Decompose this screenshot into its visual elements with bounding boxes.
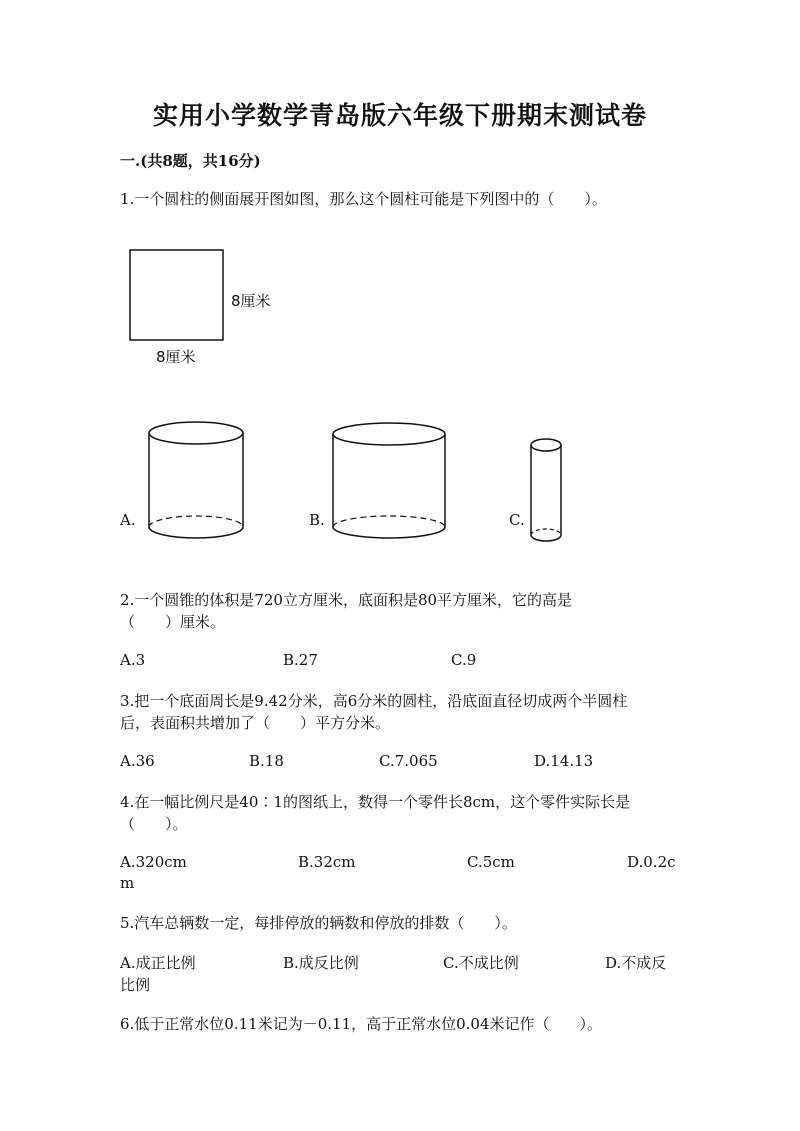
q4-option-c[interactable]: C.5cm <box>467 853 515 871</box>
q2-option-c[interactable]: C.9 <box>451 651 477 669</box>
question-2-line-1: 2.一个圆锥的体积是720立方厘米，底面积是80平方厘米，它的高是 <box>120 591 573 609</box>
q1-option-c[interactable]: C. <box>509 511 525 529</box>
q5-option-d-wrap: 比例 <box>120 976 151 994</box>
question-3-line-1: 3.把一个底面周长是9.42分米，高6分米的圆柱，沿底面直径切成两个半圆柱 <box>120 692 628 710</box>
q3-option-a[interactable]: A.36 <box>120 752 155 770</box>
q5-option-b[interactable]: B.成反比例 <box>283 954 359 972</box>
q5-option-c[interactable]: C.不成比例 <box>443 954 519 972</box>
q3-option-b[interactable]: B.18 <box>249 752 284 770</box>
page-title: 实用小学数学青岛版六年级下册期末测试卷 <box>152 101 647 130</box>
q4-option-a[interactable]: A.320cm <box>120 853 187 871</box>
question-4-line-1: 4.在一幅比例尺是40∶1的图纸上，数得一个零件长8cm，这个零件实际长是 <box>120 793 631 811</box>
question-2-line-2: （ ）厘米。 <box>120 613 226 631</box>
q4-option-b[interactable]: B.32cm <box>298 853 356 871</box>
side-length-label: 8厘米 <box>231 292 271 310</box>
q5-option-d[interactable]: D.不成反 <box>605 954 667 972</box>
question-5-text: 5.汽车总辆数一定，每排停放的辆数和停放的排数（ ）。 <box>120 914 517 932</box>
question-6-text: 6.低于正常水位0.11米记为－0.11，高于正常水位0.04米记作（ ）。 <box>120 1015 603 1033</box>
q3-option-c[interactable]: C.7.065 <box>379 752 438 770</box>
section-heading: 一.(共8题，共16分) <box>120 152 261 170</box>
q2-option-a[interactable]: A.3 <box>120 651 146 669</box>
q4-option-d[interactable]: D.0.2c <box>627 853 676 871</box>
question-3-line-2: 后，表面积共增加了（ ）平方分米。 <box>120 714 391 732</box>
q1-option-b[interactable]: B. <box>309 511 325 529</box>
q3-option-d[interactable]: D.14.13 <box>534 752 594 770</box>
q4-option-d-wrap: m <box>120 874 135 892</box>
bottom-length-label: 8厘米 <box>156 348 196 366</box>
q1-option-a[interactable]: A. <box>120 511 136 529</box>
question-1-text: 1.一个圆柱的侧面展开图如图，那么这个圆柱可能是下列图中的（ ）。 <box>120 190 607 208</box>
q2-option-b[interactable]: B.27 <box>283 651 318 669</box>
q5-option-a[interactable]: A.成正比例 <box>120 954 196 972</box>
question-4-line-2: （ ）。 <box>120 815 188 833</box>
